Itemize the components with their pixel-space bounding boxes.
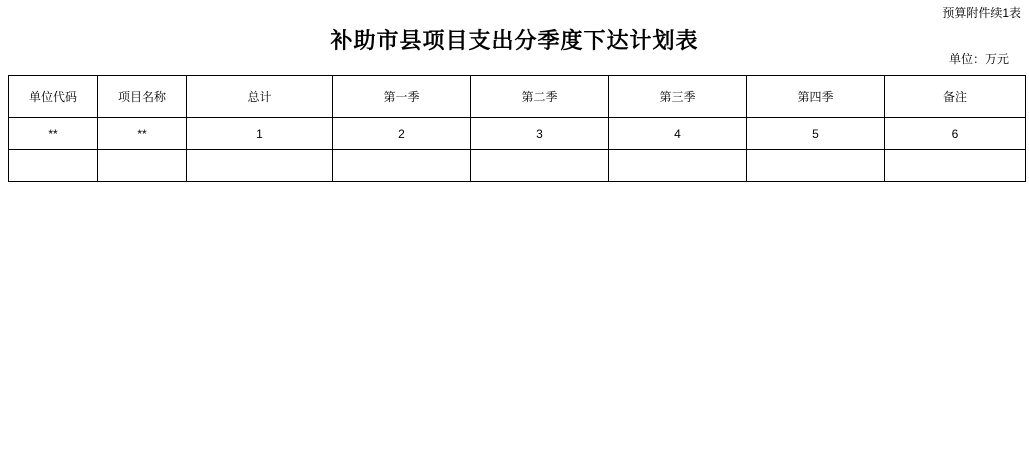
cell-quarter-2[interactable]: 3 — [471, 118, 609, 150]
cell-total[interactable] — [187, 150, 333, 182]
page-title: 补助市县项目支出分季度下达计划表 — [330, 28, 699, 54]
cell-quarter-4[interactable]: 5 — [747, 118, 885, 150]
column-header-unit-code: 单位代码 — [9, 76, 98, 118]
cell-quarter-3[interactable]: 4 — [609, 118, 747, 150]
column-header-quarter-3: 第三季 — [609, 76, 747, 118]
cell-project-name[interactable] — [98, 150, 187, 182]
column-header-quarter-1: 第一季 — [333, 76, 471, 118]
cell-quarter-4[interactable] — [747, 150, 885, 182]
cell-unit-code[interactable] — [9, 150, 98, 182]
column-header-total: 总计 — [187, 76, 333, 118]
cell-quarter-1[interactable] — [333, 150, 471, 182]
table-header — [9, 76, 1026, 118]
cell-total[interactable]: 1 — [187, 118, 333, 150]
table-row — [9, 118, 1026, 150]
document-reference-label: 预算附件续1表 — [942, 6, 1021, 20]
cell-quarter-1[interactable]: 2 — [333, 118, 471, 150]
column-header-quarter-4: 第四季 — [747, 76, 885, 118]
cell-project-name[interactable]: ** — [98, 118, 187, 150]
cell-quarter-3[interactable] — [609, 150, 747, 182]
cell-remark[interactable] — [885, 150, 1026, 182]
cell-quarter-2[interactable] — [471, 150, 609, 182]
cell-unit-code[interactable]: ** — [9, 118, 98, 150]
budget-table — [8, 75, 1026, 182]
cell-remark[interactable]: 6 — [885, 118, 1026, 150]
unit-note: 单位：万元 — [948, 52, 1009, 66]
table-body — [9, 118, 1026, 182]
column-header-quarter-2: 第二季 — [471, 76, 609, 118]
column-header-remark: 备注 — [885, 76, 1026, 118]
column-header-project-name: 项目名称 — [98, 76, 187, 118]
table-header-row — [9, 76, 1026, 118]
table-row — [9, 150, 1026, 182]
